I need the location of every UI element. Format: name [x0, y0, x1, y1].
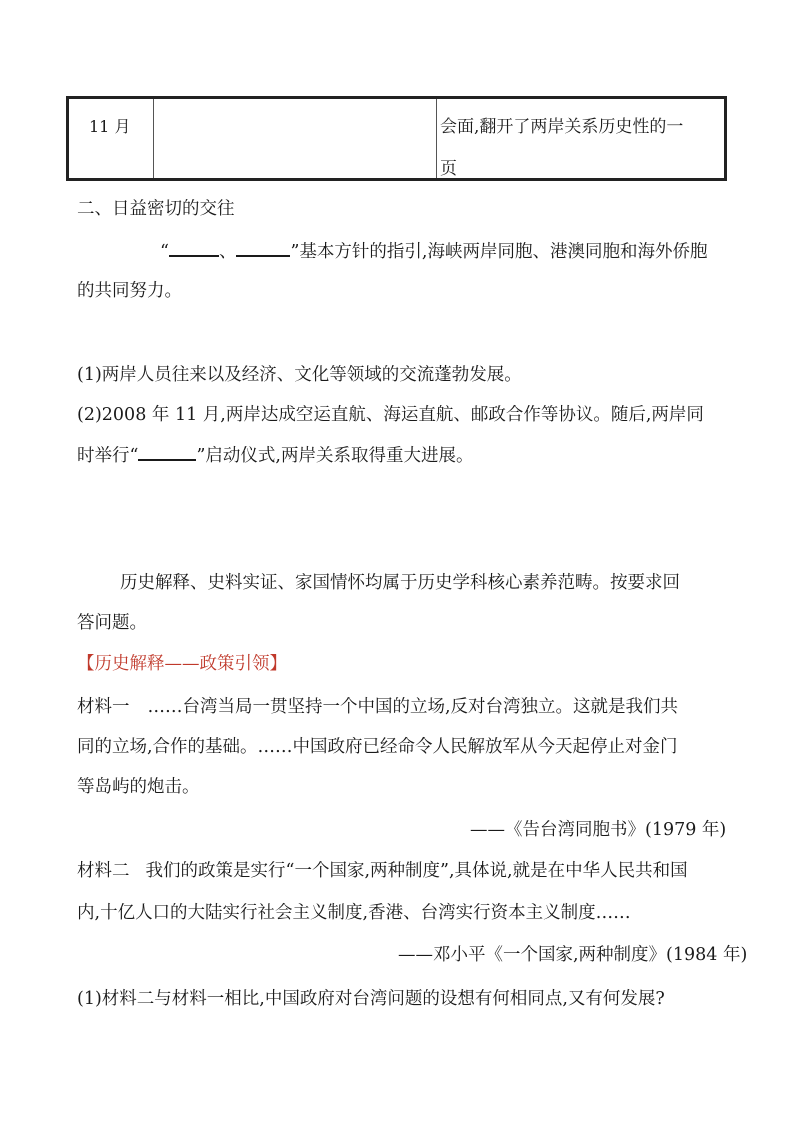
- intro-paragraph-line1: [160, 241, 707, 262]
- section-heading: 二、日益密切的交往: [77, 199, 235, 219]
- material1-label: 材料一: [77, 697, 130, 717]
- list-item-2-line2: [77, 445, 473, 466]
- separator: 、: [218, 242, 237, 262]
- material1-source: ——《告台湾同胞书》(1979 年): [470, 820, 727, 840]
- fill-blank-1[interactable]: [169, 241, 219, 257]
- list-item-1: (1)两岸人员往来以及经济、文化等领域的交流蓬勃发展。: [77, 365, 522, 385]
- material2-label: 材料二: [77, 861, 130, 881]
- material1-line2: 同的立场,合作的基础。……中国政府已经命令人民解放军从今天起停止对金门: [77, 737, 678, 757]
- table-divider: [153, 99, 154, 178]
- item2-pre: 时举行“: [77, 446, 139, 466]
- material2-line1: [77, 861, 688, 881]
- question-intro-line1: 历史解释、史料实证、家国情怀均属于历史学科核心素养范畴。按要求回: [120, 573, 680, 593]
- table-divider: [436, 99, 437, 178]
- question-1: (1)材料二与材料一相比,中国政府对台湾问题的设想有何相同点,又有何发展?: [77, 989, 665, 1009]
- material1-line3: 等岛屿的炮击。: [77, 777, 200, 797]
- question-intro-line2: 答问题。: [77, 613, 147, 633]
- material1-text: ……台湾当局一贯坚持一个中国的立场,反对台湾独立。这就是我们共: [147, 697, 679, 717]
- fill-blank-3[interactable]: [138, 445, 196, 461]
- material2-line2: 内,十亿人口的大陆实行社会主义制度,香港、台湾实行资本主义制度……: [77, 903, 631, 923]
- table-event-text-line1: 会面,翻开了两岸关系历史性的一: [440, 117, 684, 137]
- item2-post: ”启动仪式,两岸关系取得重大进展。: [196, 446, 474, 466]
- intro-rest: ”基本方针的指引,海峡两岸同胞、港澳同胞和海外侨胞: [290, 242, 708, 262]
- topic-tag: 【历史解释——政策引领】: [77, 654, 287, 674]
- intro-paragraph-line2: 的共同努力。: [77, 281, 182, 301]
- table-month-cell: 11 月: [89, 117, 131, 136]
- fill-blank-2[interactable]: [236, 241, 290, 257]
- list-item-2-line1: (2)2008 年 11 月,两岸达成空运直航、海运直航、邮政合作等协议。随后,两岸同: [77, 405, 704, 425]
- event-table: [66, 96, 727, 181]
- material1-line1: [77, 697, 678, 717]
- quote-open: “: [160, 242, 169, 262]
- table-event-text-line2: 页: [440, 159, 457, 179]
- material2-text: 我们的政策是实行“一个国家,两种制度”,具体说,就是在中华人民共和国: [145, 861, 688, 881]
- material2-source: ——邓小平《一个国家,两种制度》(1984 年): [398, 945, 748, 965]
